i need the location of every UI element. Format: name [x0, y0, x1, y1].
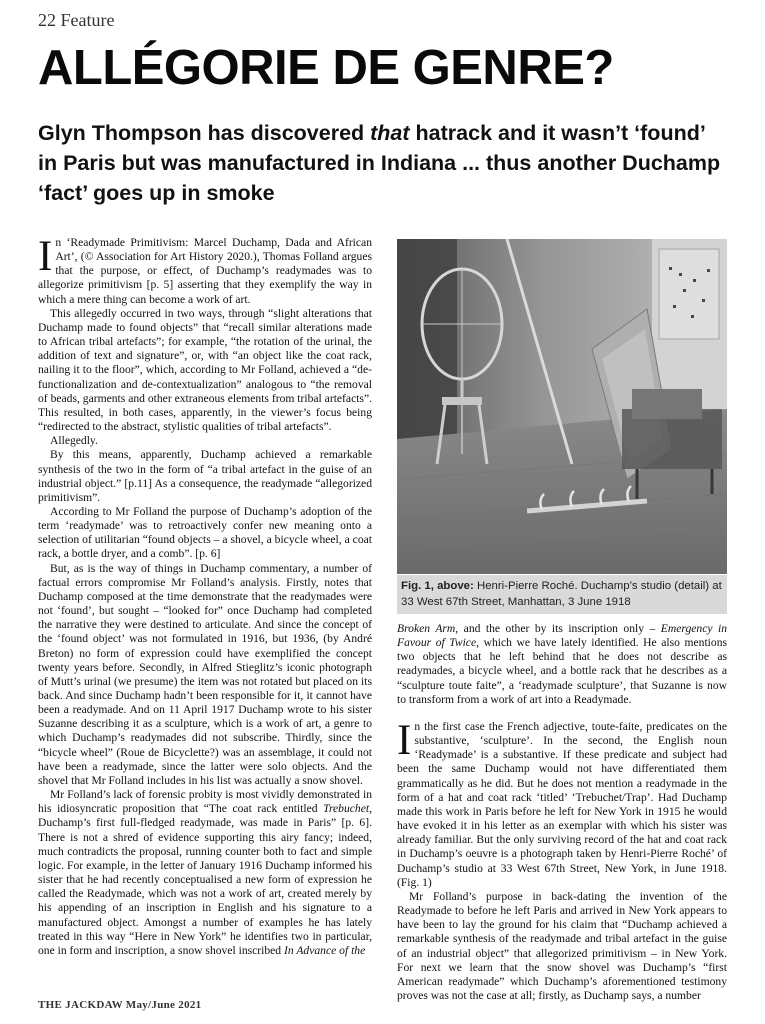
- issue-date: May/June 2021: [125, 999, 202, 1011]
- paragraph-text: n the first case the French adjective, toute-faite, predicates on the substantive, ‘sculpture’. In the second, the English noun ‘Readymade’ is a substantive. If these predicate and subject had been the same Duchamp would not have differentiated them grammatically as he did. But he does not mention a readymade in the form of a hat and coat rack ‘titled’ ‘Trebuchet/Trap’. Had Duchamp made this work in Paris before he left for New York in 1915 he would have evoked it in his letter as an exemplar with which his sister was already familiar. But the only surviving record of the hat and coat rack in Duchamp’s oeuvre is a photograph taken by Henri-Pierre Roché’ of Duchamp’s studio at 33 West 67th Street, New York, in June 1918. (Fig. 1): [397, 720, 727, 889]
- italic-title: Trebuchet: [323, 802, 370, 816]
- paragraph: This allegedly occurred in two ways, through “slight alterations that Duchamp made to found objects” that “recall similar alterations made to African tribal artefacts”; for example, “the rotation of the urinal, the addition of text and signature”, or, with “an object like the coat rack, nailing it to the floor”, which, according to Mr Folland, achieved a “de-functionalization and de-contextualization” analogous to “the removal of beads, garments and other extraneous elements from tribal artefacts”. This resulted, in both cases, apparently, in the viewer’s focus being “redirected to the abstract, stylistic qualities of tribal artefacts”.: [38, 306, 372, 434]
- paragraph: But, as is the way of things in Duchamp commentary, a number of factual errors compromise Mr Folland’s analysis. Firstly, notes that Duchamp composed at the time demonstrate that the readymades were not ‘found’, but sought – “looked for” once Duchamp had completed the narrative they were destined to articulate. And since the concept of the ‘found object’ was not formulated in 1916, but 1936, (by André Breton) no form of expression could have exemplified the concept twenty years before. Secondly, in Alfred Stieglitz’s iconic photograph of Mutt’s urinal (we presume) the item was not rotated but placed on its back. And since Duchamp hadn’t been responsible for it, it cannot have been a readymade. And on 11 April 1917 Duchamp wrote to his sister Suzanne describing it as a sculpture, which is a work of art, a genre to which Duchamp’s readymades did not subscribe. Thirdly, since the “bicycle wheel” (Roue de Bicyclette?) was an assemblage, it could not have been a readymade, since the latter were solo objects. And the shovel that Mr Folland includes in his list was actually a snow shovel.: [38, 561, 372, 787]
- paragraph: Allegedly.: [50, 434, 98, 448]
- standfirst-part1: Glyn Thompson has discovered: [38, 121, 371, 145]
- right-column-top: [397, 622, 727, 707]
- page-footer: [38, 999, 201, 1011]
- caption-text: Henri-Pierre Roché. Duchamp’s studio (detail) at 33 West 67th Street, Manhattan, 3 June 1918: [401, 580, 722, 608]
- italic-title: In Advance of the: [284, 943, 366, 957]
- right-column-bottom: [397, 717, 727, 1003]
- headline: ALLÉGORIE DE GENRE?: [38, 41, 614, 95]
- standfirst: [38, 118, 728, 208]
- paragraph: [38, 788, 372, 958]
- paragraph: By this means, apparently, Duchamp achieved a remarkable synthesis of the two in the form of “a tribal artefact in the guise of an industrial object.” [p.11] As a consequence, the readymade “allegorized primitivism”.: [38, 448, 372, 504]
- standfirst-emphasis: that: [370, 121, 410, 145]
- page-number: 22: [38, 10, 56, 30]
- paragraph-text: , and the other by its inscription only –: [455, 622, 661, 635]
- figure-caption: [397, 575, 727, 614]
- section-label: Feature: [60, 10, 115, 30]
- studio-photograph: [397, 239, 727, 574]
- paragraph: According to Mr Folland the purpose of Duchamp’s adoption of the term ‘readymade’ was to retroactively confer new meaning onto a selection of utilitarian “found objects – a shovel, a bicycle wheel, a coat rack, a bottle dryer, and a comb”. [p. 6]: [38, 504, 372, 561]
- italic-title: Emergency in Favour of Twice: [397, 622, 727, 650]
- paragraph-text: Mr Folland’s lack of forensic probity is most vividly demonstrated in his idiosyncratic proposition that “The coat rack entitled: [38, 788, 372, 816]
- paragraph-text: , which we have lately identified. He also mentions two objects that he left behind that he does not describe as readymades, a bicycle wheel, and a bottle rack that he describes as a “sculpture toute faite”, a ‘readymade sculpture’, that Suzanne is now to transform from a work of art into a Readymade.: [397, 636, 728, 706]
- caption-label: Fig. 1, above:: [401, 580, 474, 592]
- standfirst-part2: hatrack and it wasn’t ‘found’ in Paris but was manufactured in Indiana ... thus another Duchamp ‘fact’ goes up in smoke: [38, 121, 721, 205]
- paragraph: [397, 622, 727, 707]
- publication-name: THE JACKDAW: [38, 999, 123, 1011]
- page-header: [38, 10, 114, 31]
- paragraph: [397, 717, 727, 890]
- paragraph-text: , Duchamp’s first full-fledged readymade, was made in Paris” [p. 6]. There is not a shred of evidence supporting this airy fancy; indeed, much contradicts the proposal, running counter both to fact and simple logic. For example, in the letter of January 1916 Duchamp informed his sister that he had recently conceptualised a new form of expression he called the Readymade, which was not a work of art, created merely by his appending of an inscription in English and his signature to a manufactured object. Amongst a number of examples he has lately treated in this way “Here in New York” he identifies two in particular, one in form and inscription, a snow shovel inscribed: [38, 802, 372, 957]
- paragraph-text: n ‘Readymade Primitivism: Marcel Duchamp, Dada and African Art’, (© Association for Art History 2020.), Thomas Folland argues that the purpose, or effect, of Duchamp’s readymades was to allegorize primitivism [p. 5] asserting that they exemplify the way in which a mere thing can become a work of art.: [38, 236, 372, 306]
- italic-title: Broken Arm: [397, 622, 456, 635]
- paragraph: [38, 233, 372, 307]
- paragraph: Mr Folland’s purpose in back-dating the invention of the Readymade to before he left Paris and arrived in New York appears to have been to lay the ground for his claim that “Duchamp achieved a remarkable synthesis of the readymade and tribal artefact in the guise of an industrial object” that allegorized primitivism – in New York. For next we learn that the snow shovel was Duchamp’s “first American readymade” which Duchamp’s aforementioned testimony proves was not the case at all; firstly, as Duchamp says, a number: [397, 889, 727, 1002]
- drop-cap: I: [397, 717, 412, 764]
- drop-cap: I: [38, 233, 53, 280]
- left-column: [38, 233, 372, 958]
- photo-image: [397, 239, 727, 574]
